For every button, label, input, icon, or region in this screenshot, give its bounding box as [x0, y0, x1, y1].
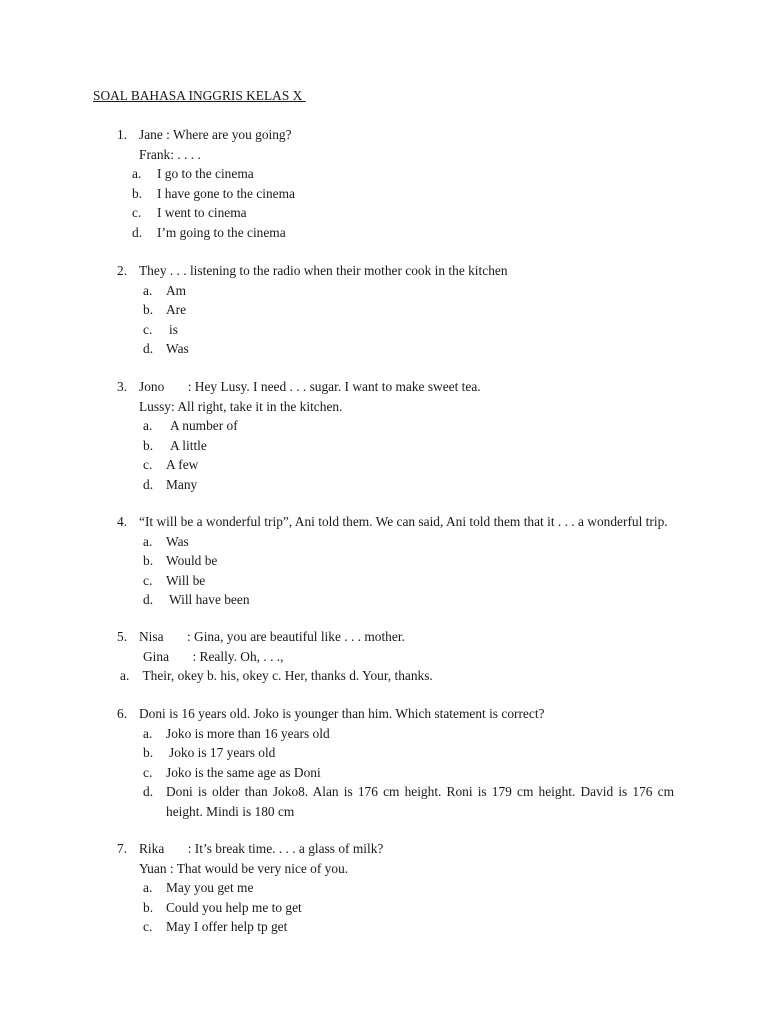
- option-a: a. Was: [143, 533, 189, 549]
- option-c: c. Joko is the same age as Doni: [143, 764, 321, 780]
- option-d: d. Will have been: [143, 592, 250, 607]
- question-text: Doni is 16 years old. Joko is younger than him. Which statement is correct?: [139, 706, 545, 721]
- option-b: b. Would be: [143, 553, 218, 568]
- question-number: 1.: [117, 127, 128, 142]
- question-number: 6.: [117, 706, 128, 721]
- option-a: a. A number of: [143, 418, 238, 433]
- page-title: SOAL BAHASA INGGRIS KELAS X: [93, 88, 306, 103]
- option-a: a. Am: [143, 282, 187, 298]
- option-b: b. I have gone to the cinema: [132, 185, 295, 201]
- question-text: They . . . listening to the radio when their mother cook in the kitchen: [139, 263, 508, 278]
- question-text: Yuan : That would be very nice of you.: [139, 860, 349, 876]
- option-c: c. is: [143, 321, 178, 337]
- question-number: 4.: [117, 514, 128, 529]
- question-text: Nisa : Gina, you are beautiful like . . . mother.: [139, 629, 405, 644]
- question-text: Jane : Where are you going?: [139, 127, 292, 142]
- option-c: c. Will be: [143, 572, 206, 588]
- option-b: b. Could you help me to get: [143, 899, 302, 915]
- question-5: [0, 627, 768, 686]
- question-number: 5.: [117, 629, 128, 644]
- question-number: 3.: [117, 379, 128, 394]
- question-1: [0, 125, 768, 242]
- option-b: b. A little: [143, 437, 207, 453]
- option-d: d. I’m going to the cinema: [132, 224, 286, 240]
- question-7: [0, 839, 768, 937]
- question-number: 2.: [117, 263, 128, 278]
- option-d: d. Doni is older than Joko8. Alan is 176 cm height. Roni is 179 cm height. David is 176 cm height. Mindi is 180 cm: [143, 784, 674, 819]
- option-d: d. Was: [143, 341, 189, 356]
- question-text: Lussy: All right, take it in the kitchen.: [139, 398, 343, 414]
- question-3: [0, 377, 768, 494]
- inline-options: a. Their, okey b. his, okey c. Her, thanks d. Your, thanks.: [120, 668, 433, 683]
- question-text: “It will be a wonderful trip”, Ani told them. We can said, Ani told them that it . . . a wonderful trip.: [139, 514, 668, 529]
- question-text: Frank: . . . .: [139, 146, 201, 162]
- question-number: 7.: [117, 841, 128, 856]
- question-4: [0, 512, 768, 610]
- option-b: b. Are: [143, 302, 187, 317]
- option-a: a. I go to the cinema: [132, 166, 254, 181]
- question-text: Rika : It’s break time. . . . a glass of milk?: [139, 841, 384, 856]
- option-c: c. May I offer help tp get: [143, 919, 288, 934]
- option-a: a. Joko is more than 16 years old: [143, 725, 330, 741]
- question-text: Jono : Hey Lusy. I need . . . sugar. I want to make sweet tea.: [139, 379, 481, 394]
- question-text: Gina : Really. Oh, . . .,: [143, 648, 284, 664]
- question-2: [0, 261, 768, 359]
- option-a: a. May you get me: [143, 880, 254, 895]
- option-b: b. Joko is 17 years old: [143, 745, 276, 760]
- option-d: d. Many: [143, 476, 198, 492]
- question-6: [0, 704, 768, 821]
- option-c: c. A few: [143, 457, 199, 472]
- option-c: c. I went to cinema: [132, 205, 247, 220]
